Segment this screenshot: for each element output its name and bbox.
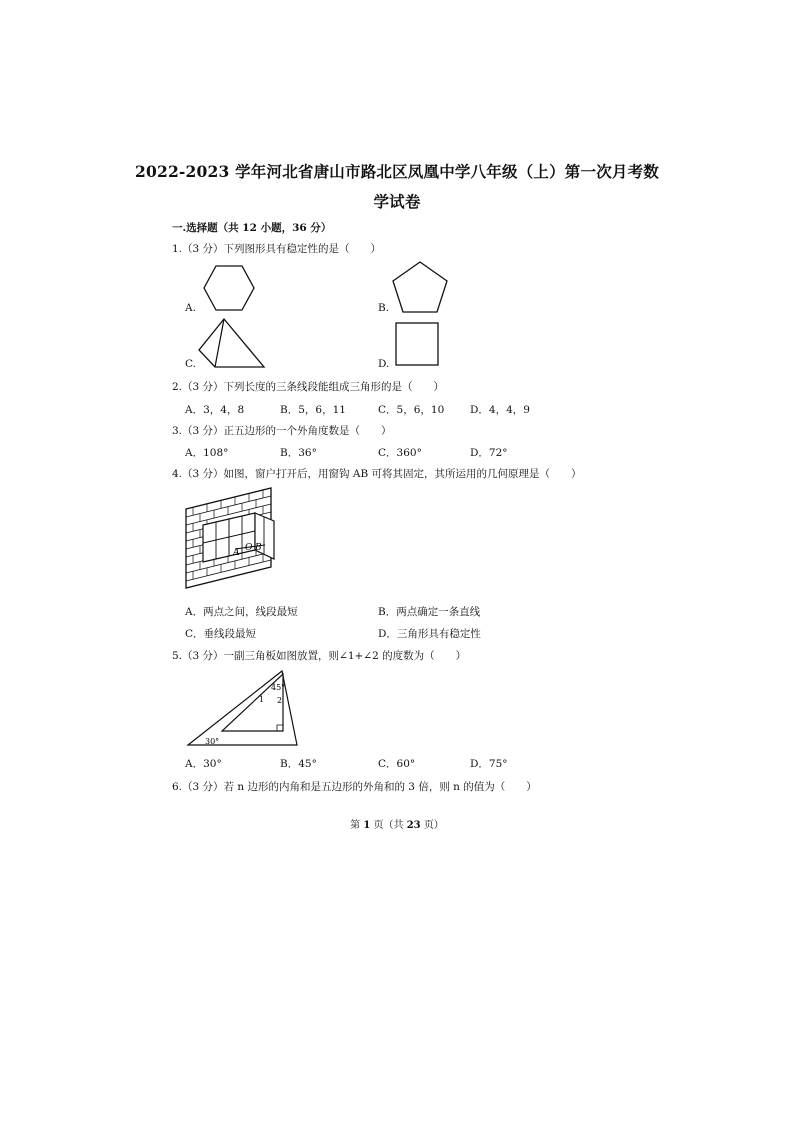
q1-option-c-label: C.: [185, 358, 196, 370]
q3-option-c: C．360°: [378, 447, 422, 459]
hook-label-b: B: [255, 543, 262, 553]
q4-option-b: B．两点确定一条直线: [378, 606, 481, 618]
angle-30-label: 30°: [205, 737, 220, 746]
footer-total-pages: 23: [406, 820, 421, 831]
q2-option-d: D．4，4，9: [470, 404, 530, 416]
question-2-stem: 2.（3 分）下列长度的三条线段能组成三角形的是（ ）: [172, 381, 445, 393]
q2-option-b: B．5，6，11: [280, 404, 346, 416]
triangulated-quadrilateral-figure: [198, 318, 266, 368]
hook-label-a: A: [233, 548, 240, 558]
square-figure: [395, 322, 439, 366]
angle-1-label: 1: [259, 695, 265, 704]
q5-option-a: A．30°: [185, 758, 222, 770]
document-title-line1: 2022-2023 学年河北省唐山市路北区凤凰中学八年级（上）第一次月考数: [134, 162, 659, 181]
question-6-stem: 6.（3 分）若 n 边形的内角和是五边形的外角和的 3 倍，则 n 的值为（ ）: [172, 781, 537, 793]
q4-option-a: A．两点之间，线段最短: [185, 606, 298, 618]
q3-option-a: A．108°: [185, 447, 229, 459]
footer-mid: 页（共: [373, 820, 404, 831]
footer-suffix: 页）: [423, 820, 444, 831]
footer-prefix: 第: [350, 820, 361, 831]
q4-option-d: D．三角形具有稳定性: [378, 628, 481, 640]
angle-2-label: 2: [277, 696, 283, 705]
question-3-stem: 3.（3 分）正五边形的一个外角度数是（ ）: [172, 425, 392, 437]
q1-option-b-label: B.: [378, 302, 390, 314]
question-4-stem: 4.（3 分）如图，窗户打开后，用窗钩 AB 可将其固定，其所运用的几何原理是（ ）: [172, 468, 582, 480]
q1-option-a-label: A.: [185, 302, 196, 314]
q5-option-b: B．45°: [280, 758, 317, 770]
q3-option-b: B．36°: [280, 447, 317, 459]
question-5-stem: 5.（3 分）一副三角板如图放置，则∠1+∠2 的度数为（ ）: [172, 650, 467, 662]
q2-option-a: A．3，4，8: [185, 404, 245, 416]
document-title-line2: 学试卷: [373, 192, 421, 211]
footer-page-number: 1: [363, 820, 371, 831]
hook-label-o: O: [245, 543, 253, 553]
q2-option-c: C．5，6，10: [378, 404, 445, 416]
window-hook-figure: [185, 487, 277, 589]
q3-option-d: D．72°: [470, 447, 508, 459]
page-footer: [0, 816, 794, 831]
angle-45-label: 45°: [271, 683, 286, 692]
q4-option-c: C．垂线段最短: [185, 628, 257, 640]
pentagon-figure: [392, 261, 448, 313]
q5-option-d: D．75°: [470, 758, 508, 770]
q1-option-d-label: D.: [378, 358, 390, 370]
q5-option-c: C．60°: [378, 758, 416, 770]
question-1-stem: 1.（3 分）下列图形具有稳定性的是（ ）: [172, 243, 382, 255]
hexagon-figure: [203, 265, 255, 311]
set-squares-figure: [187, 670, 299, 748]
section-header: 一.选择题（共 12 小题，36 分）: [172, 222, 332, 234]
